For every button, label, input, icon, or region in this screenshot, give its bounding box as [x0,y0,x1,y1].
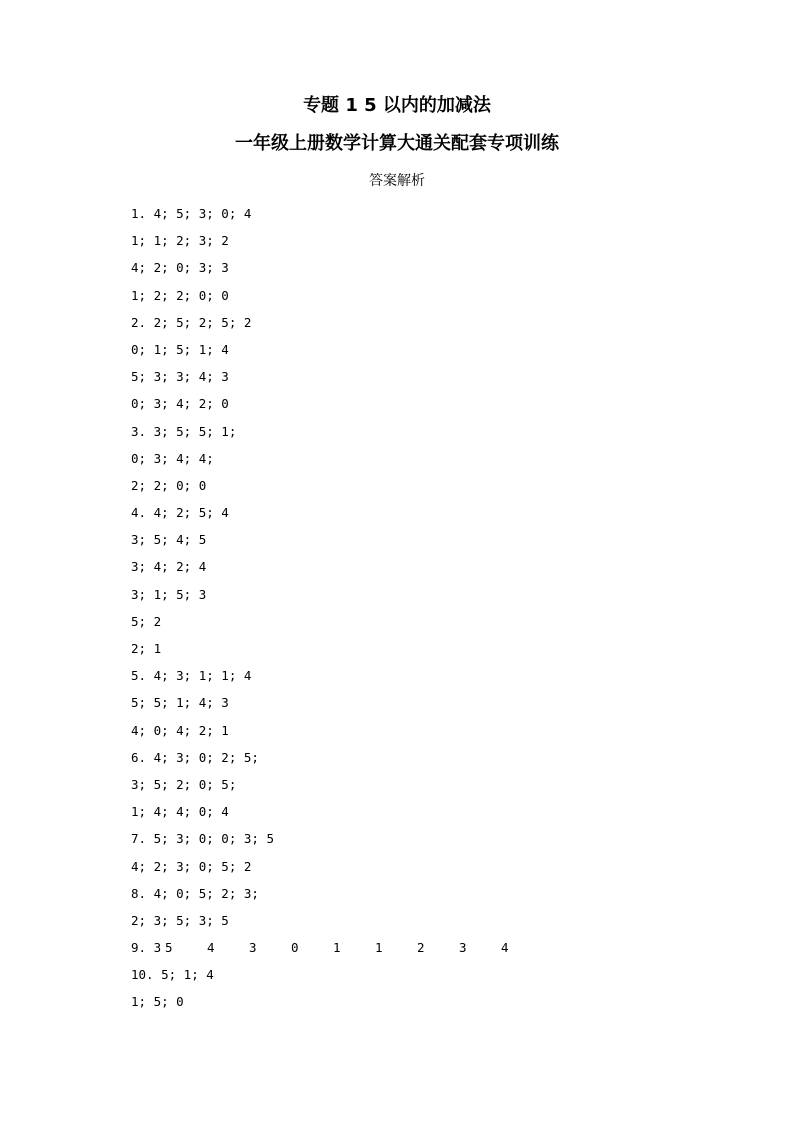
answer-line: 7. 5; 3; 0; 0; 3; 5 [131,831,274,847]
document-subtitle-title: 一年级上册数学计算大通关配套专项训练 [235,133,559,154]
answer-9-value: 1 [375,940,383,956]
answer-9-value: 0 [291,940,299,956]
answer-9-lead: 9. 3 [131,940,162,956]
answer-line: 4; 2; 3; 0; 5; 2 [131,858,252,874]
answer-list [131,200,543,1016]
answer-line: 10. 5; 1; 4 [131,967,214,983]
answer-line: 2. 2; 5; 2; 5; 2 [131,314,252,330]
answer-9-value: 3 [249,940,257,956]
answer-line: 5; 2 [131,613,162,629]
answer-9-value: 1 [333,940,341,956]
answer-line: 1; 4; 4; 0; 4 [131,804,229,820]
answer-9-value: 3 [459,940,467,956]
answer-line: 2; 3; 5; 3; 5 [131,912,229,928]
answer-line: 1. 4; 5; 3; 0; 4 [131,206,252,221]
answer-line: 4; 2; 0; 3; 3 [131,260,229,276]
answer-line: 0; 3; 4; 4; [131,450,214,466]
answer-line: 8. 4; 0; 5; 2; 3; [131,885,259,901]
answer-line: 2; 2; 0; 0 [131,477,207,493]
answer-line: 0; 1; 5; 1; 4 [131,341,229,357]
answer-line-9 [131,934,543,961]
answer-line: 3; 5; 2; 0; 5; [131,776,237,792]
answer-line: 3; 4; 2; 4 [131,559,207,575]
answer-line: 3. 3; 5; 5; 1; [131,423,237,439]
answer-9-value: 5 [165,940,173,956]
answer-line: 4. 4; 2; 5; 4 [131,505,229,521]
answer-key-heading: 答案解析 [369,173,425,189]
answer-line: 5; 3; 3; 4; 3 [131,369,229,385]
document-title: 专题 1 5 以内的加减法 [303,95,491,116]
answer-9-value: 4 [207,940,215,956]
answer-line: 5; 5; 1; 4; 3 [131,695,229,711]
answer-line: 2; 1 [131,641,162,656]
answer-line: 6. 4; 3; 0; 2; 5; [131,749,259,765]
answer-line: 1; 2; 2; 0; 0 [131,287,229,303]
answer-line: 0; 3; 4; 2; 0 [131,396,229,412]
answer-line: 4; 0; 4; 2; 1 [131,722,229,738]
answer-line: 3; 1; 5; 3 [131,586,207,602]
answer-line: 3; 5; 4; 5 [131,532,207,548]
answer-9-value: 4 [501,940,509,956]
answer-9-value: 2 [417,940,425,956]
answer-line: 1; 1; 2; 3; 2 [131,233,229,249]
answer-line: 5. 4; 3; 1; 1; 4 [131,668,252,684]
answer-line: 1; 5; 0 [131,994,184,1010]
